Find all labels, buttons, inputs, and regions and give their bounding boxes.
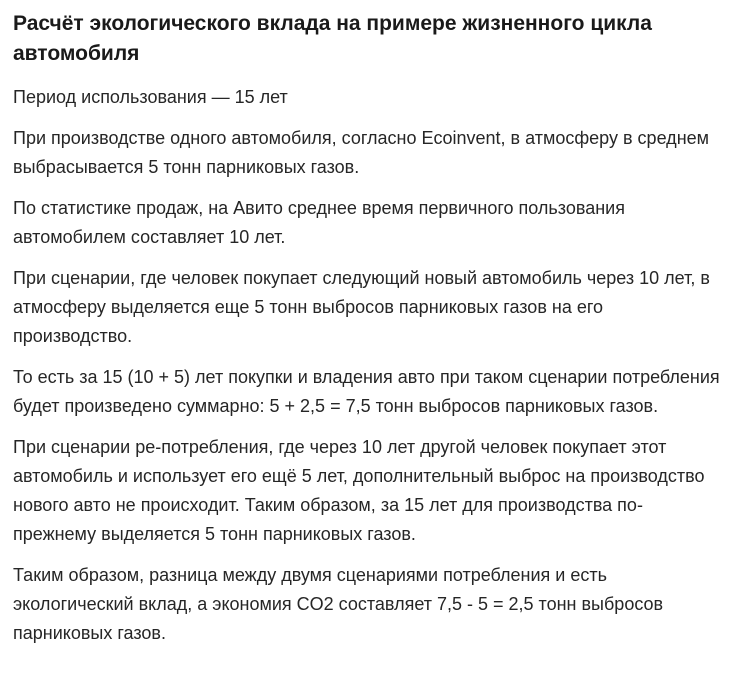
paragraph-usage-period: Период использования — 15 лет — [13, 87, 288, 107]
paragraph-new-car-scenario: При сценарии, где человек покупает следующий новый автомобиль через 10 лет, в атмосферу выделяется еще 5 тонн выбросов парниковых газов на его производство. — [13, 268, 710, 346]
paragraph-avito-statistics: По статистике продаж, на Авито среднее время первичного пользования автомобилем составляет 10 лет. — [13, 198, 625, 247]
paragraph-conclusion: Таким образом, разница между двумя сценариями потребления и есть экологический вклад, а экономия CO2 составляет 7,5 - 5 = 2,5 тонн выбросов парниковых газов. — [13, 565, 664, 643]
paragraph-production-emissions: При производстве одного автомобиля, согласно Ecoinvent, в атмосферу в среднем выбрасывается 5 тонн парниковых газов. — [13, 128, 710, 177]
paragraph-total-emissions: То есть за 15 (10 + 5) лет покупки и владения авто при таком сценарии потребления будет произведено суммарно: 5 + 2,5 = 7,5 тонн выбросов парниковых газов. — [13, 367, 720, 416]
paragraph-reuse-scenario: При сценарии ре-потребления, где через 10 лет другой человек покупает этот автомобиль и использует его ещё 5 лет, дополнительный выброс на производство нового авто не происходит. Таким образом, за 15 лет для производства по-прежнему выделяется 5 тонн парниковых газов. — [13, 437, 705, 544]
article-title: Расчёт экологического вклада на примере жизненного цикла автомобиля — [13, 12, 652, 65]
